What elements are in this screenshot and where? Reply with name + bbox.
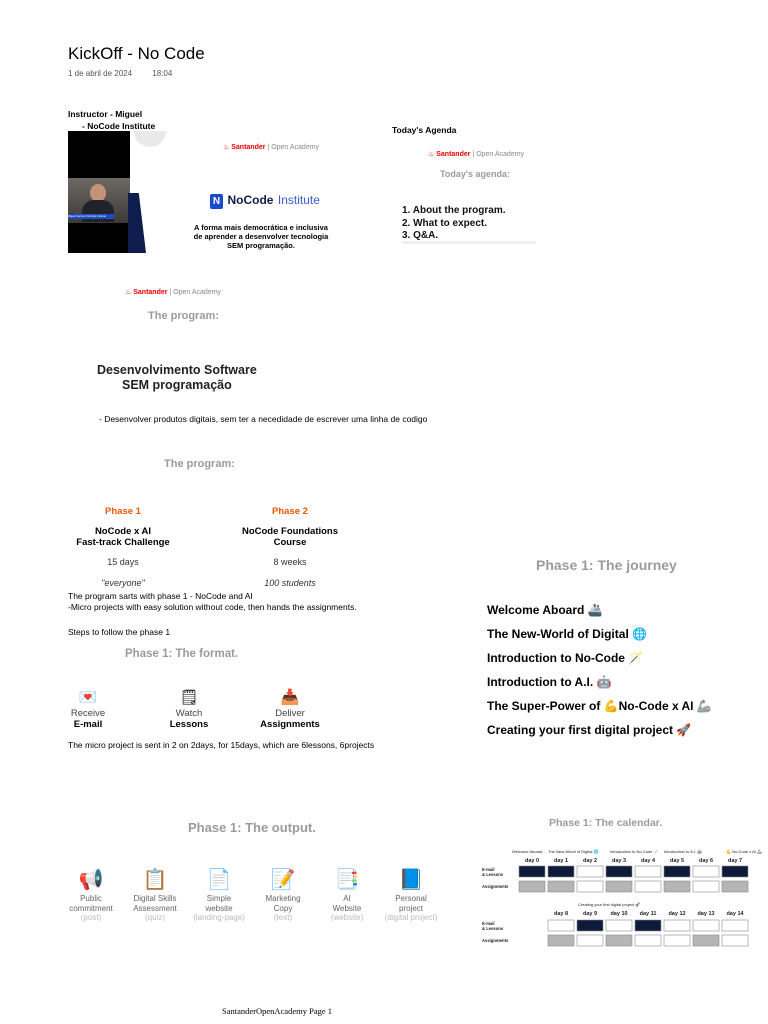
calendar-heading: Phase 1: The calendar.	[549, 817, 663, 829]
note-line-1: The program sarts with phase 1 - NoCode and AI	[68, 591, 253, 601]
output-sub: (landing-page)	[193, 913, 245, 922]
step-noun: Lessons	[169, 719, 209, 730]
output-sub: (quiz)	[144, 913, 165, 922]
output-item	[313, 866, 381, 923]
journey-emoji-icon: 🌐	[632, 627, 648, 641]
calendar-day-label: day 5	[669, 858, 685, 864]
journey-list	[487, 598, 712, 742]
calendar-day-label: day 0	[524, 858, 540, 864]
output-label-1: Marketing	[265, 894, 301, 903]
agenda-label: Today's Agenda	[392, 125, 457, 135]
page-footer: SantanderOpenAcademy Page 1	[222, 1006, 332, 1016]
agenda-slide-image	[400, 146, 536, 246]
journey-item	[487, 694, 712, 718]
calendar-day-label: day 14	[726, 911, 744, 917]
output-sub: (text)	[273, 913, 293, 922]
calendar-day-label: day 8	[553, 911, 569, 917]
output-sub: (website)	[330, 913, 364, 922]
decor-line	[402, 241, 536, 244]
page-timestamp	[68, 69, 172, 78]
agenda-item: 1. About the program.	[402, 205, 506, 216]
format-steps	[48, 688, 348, 740]
journey-emoji-icon: 🤖	[596, 675, 612, 689]
calendar-cell-assignment	[664, 881, 690, 892]
calendar-cell-assignment	[664, 935, 690, 946]
calendar-cell-assignment	[722, 881, 748, 892]
journey-item-text: Creating your first digital project	[487, 723, 674, 737]
journey-emoji-icon: 🦾	[696, 699, 712, 713]
output-label-1: Personal	[395, 894, 427, 903]
output-item	[377, 866, 445, 923]
agenda-heading: Today's agenda:	[440, 169, 510, 179]
calendar-cell-email	[664, 920, 690, 931]
calendar-topic: 💪 No-Code x AI 🦾	[726, 849, 762, 854]
calendar-day-label: day 9	[582, 911, 598, 917]
calendar-day-label: day 11	[639, 911, 657, 917]
calendar-slide-image	[480, 814, 768, 954]
calendar-day-label: day 6	[698, 858, 714, 864]
journey-emoji-icon: 🚀	[676, 723, 692, 737]
webcam-frame	[68, 131, 130, 253]
step-noun: Assignments	[260, 719, 320, 730]
output-label-2: Copy	[273, 903, 293, 913]
calendar-cell-assignment	[548, 881, 574, 892]
calendar-cell-email	[577, 866, 603, 877]
book-icon: 📘	[398, 869, 424, 891]
program-bullet: - Desenvolver produtos digitais, sem ter a necedidade de escrever uma linha de codigo	[99, 414, 428, 424]
calendar-row-label: & Lessons	[482, 872, 504, 877]
calendar-day-label: day 10	[610, 911, 628, 917]
page-date: 1 de abril de 2024	[68, 69, 133, 78]
step-noun: E-mail	[73, 719, 103, 730]
step-verb: Receive	[70, 708, 106, 719]
output-label-1: Public	[80, 894, 102, 903]
calendar-day-label: day 3	[611, 858, 627, 864]
page-title: KickOff - No Code	[68, 44, 205, 63]
calendar-cell-assignment	[606, 935, 632, 946]
calendar-row-label: Assignments	[482, 884, 509, 889]
note-line-3: Steps to follow the phase 1	[68, 627, 171, 637]
calendar-day-label: day 1	[553, 858, 569, 864]
intro-slide-image	[68, 131, 346, 253]
calendar-cell-email	[548, 920, 574, 931]
nocode-mark-icon: N	[210, 194, 223, 209]
calendar-topic: Introduction to A.I. 🤖	[664, 849, 703, 854]
calendar-cell-email	[606, 920, 632, 931]
format-step	[149, 688, 229, 730]
calendar-cell-assignment	[577, 881, 603, 892]
calendar-day-label: day 13	[697, 911, 715, 917]
output-heading: Phase 1: The output.	[188, 820, 316, 835]
agenda-list	[402, 205, 506, 243]
calendar-grid	[480, 844, 768, 950]
journey-item	[487, 646, 712, 670]
program-title: Desenvolvimento Software SEM programação	[97, 363, 257, 392]
journey-heading: Phase 1: The journey	[536, 557, 677, 573]
note-line-4: The micro project is sent in 2 on 2days, for 15days, which are 6lessons, 6projects	[68, 740, 375, 750]
page-time: 18:04	[152, 69, 173, 78]
calendar-cell-assignment	[635, 935, 661, 946]
calendar-cell-email	[548, 866, 574, 877]
calendar-row-label: Assignments	[482, 938, 509, 943]
calendar-cell-assignment	[606, 881, 632, 892]
calendar-cell-email	[635, 920, 661, 931]
format-step	[250, 688, 330, 730]
calendar-cell-assignment	[519, 881, 545, 892]
phase-1-column: Phase 1 NoCode x AI Fast-track Challenge 15 days "everyone"	[76, 506, 170, 588]
output-label-2: Website	[332, 903, 362, 913]
decor-arc	[134, 131, 166, 147]
santander-logo: ♨ Santander | Open Academy	[125, 289, 222, 296]
journey-item	[487, 622, 712, 646]
santander-flame-icon: ♨	[125, 289, 132, 296]
santander-logo: ♨ Santander | Open Academy	[223, 144, 320, 151]
institute-line: - NoCode Institute	[82, 121, 156, 131]
phase-2-column: Phase 2 NoCode Foundations Course 8 weeks 100 students	[241, 506, 339, 588]
step-verb: Deliver	[275, 708, 305, 719]
program-heading: The program:	[148, 310, 219, 322]
calendar-cell-email	[722, 866, 748, 877]
santander-logo: ♨ Santander | Open Academy	[428, 151, 525, 158]
heart-mail-icon: 💌	[78, 689, 98, 706]
output-label-2: project	[398, 903, 423, 913]
calendar-cell-assignment	[548, 935, 574, 946]
notepad-icon: 🗒	[179, 689, 199, 706]
note-line-2: -Micro projects with easy solution without code, then hands the assignments.	[68, 602, 357, 612]
calendar-cell-email	[722, 920, 748, 931]
calendar-cell-email	[693, 866, 719, 877]
nocode-institute-logo: N NoCode Institute	[210, 191, 320, 209]
calendar-cell-email	[606, 866, 632, 877]
output-label-2: commitment	[69, 903, 113, 913]
format-step	[48, 688, 128, 730]
calendar-cell-assignment	[577, 935, 603, 946]
output-sub: (post)	[80, 913, 102, 922]
output-item	[185, 866, 253, 923]
calendar-topic: The New-World of Digital 🌐	[548, 849, 599, 854]
journey-item	[487, 598, 712, 622]
webcam-caption: Miguel Santos | NoCode Institute	[68, 214, 114, 219]
output-label-2: website	[205, 903, 233, 913]
journey-emoji-icon: 🚢	[587, 603, 603, 617]
calendar-topic: Introduction to No-Code 🪄	[610, 849, 659, 854]
step-verb: Watch	[175, 708, 203, 719]
calendar-cell-email	[664, 866, 690, 877]
journey-item-text: The Super-Power of 💪No-Code x AI	[487, 699, 694, 713]
calendar-topic: Creating your first digital project 🚀	[578, 902, 641, 907]
journey-item-text: Introduction to No-Code	[487, 651, 625, 665]
memo-icon: 📝	[270, 869, 296, 891]
output-label-1: Digital Skills	[133, 894, 177, 903]
calendar-row-label: & Lessons	[482, 926, 504, 931]
calendar-cell-email	[693, 920, 719, 931]
calendar-cell-email	[635, 866, 661, 877]
journey-item	[487, 718, 712, 742]
intro-tagline: A forma mais democrática e inclusiva de aprender a desenvolver tecnologia SEM programação.	[193, 223, 329, 250]
instructor-line: Instructor - Miguel	[68, 109, 143, 119]
decor-shape	[128, 193, 146, 253]
phases-heading: The program:	[164, 458, 235, 470]
output-label-1: Simple	[206, 894, 232, 903]
calendar-topic: Welcome Aboard	[512, 849, 543, 854]
output-sub: (digital project)	[384, 913, 438, 922]
journey-emoji-icon: 🪄	[628, 651, 644, 665]
calendar-day-label: day 4	[640, 858, 656, 864]
santander-flame-icon: ♨	[223, 144, 230, 151]
output-item	[57, 866, 125, 923]
output-list	[57, 866, 477, 936]
output-label-2: Assessment	[133, 903, 177, 913]
calendar-row-label: E-mail	[482, 867, 495, 872]
calendar-cell-assignment	[722, 935, 748, 946]
agenda-item: 3. Q&A.	[402, 230, 439, 241]
journey-item-text: Introduction to A.I.	[487, 675, 594, 689]
page-icon: 📄	[206, 869, 232, 891]
agenda-item: 2. What to expect.	[402, 217, 488, 229]
journey-item-text: The New-World of Digital	[487, 627, 629, 641]
calendar-day-label: day 12	[668, 911, 686, 917]
calendar-row-label: E-mail	[482, 921, 495, 926]
calendar-cell-assignment	[635, 881, 661, 892]
calendar-day-label: day 7	[727, 858, 743, 864]
output-label-1: AI	[343, 894, 351, 903]
journey-item-text: Welcome Aboard	[487, 603, 585, 617]
output-item	[249, 866, 317, 923]
journey-item	[487, 670, 712, 694]
ai-document-icon: 📑	[334, 869, 360, 891]
webcam-video	[68, 178, 130, 223]
calendar-cell-email	[577, 920, 603, 931]
calendar-cell-assignment	[693, 935, 719, 946]
format-heading: Phase 1: The format.	[125, 648, 239, 660]
inbox-tray-icon: 📥	[280, 689, 300, 706]
calendar-day-label: day 2	[582, 858, 598, 864]
output-item	[121, 866, 189, 923]
calendar-cell-assignment	[693, 881, 719, 892]
megaphone-icon: 📢	[78, 869, 104, 891]
clipboard-icon: 📋	[142, 869, 168, 891]
calendar-cell-email	[519, 866, 545, 877]
santander-flame-icon: ♨	[428, 151, 435, 158]
